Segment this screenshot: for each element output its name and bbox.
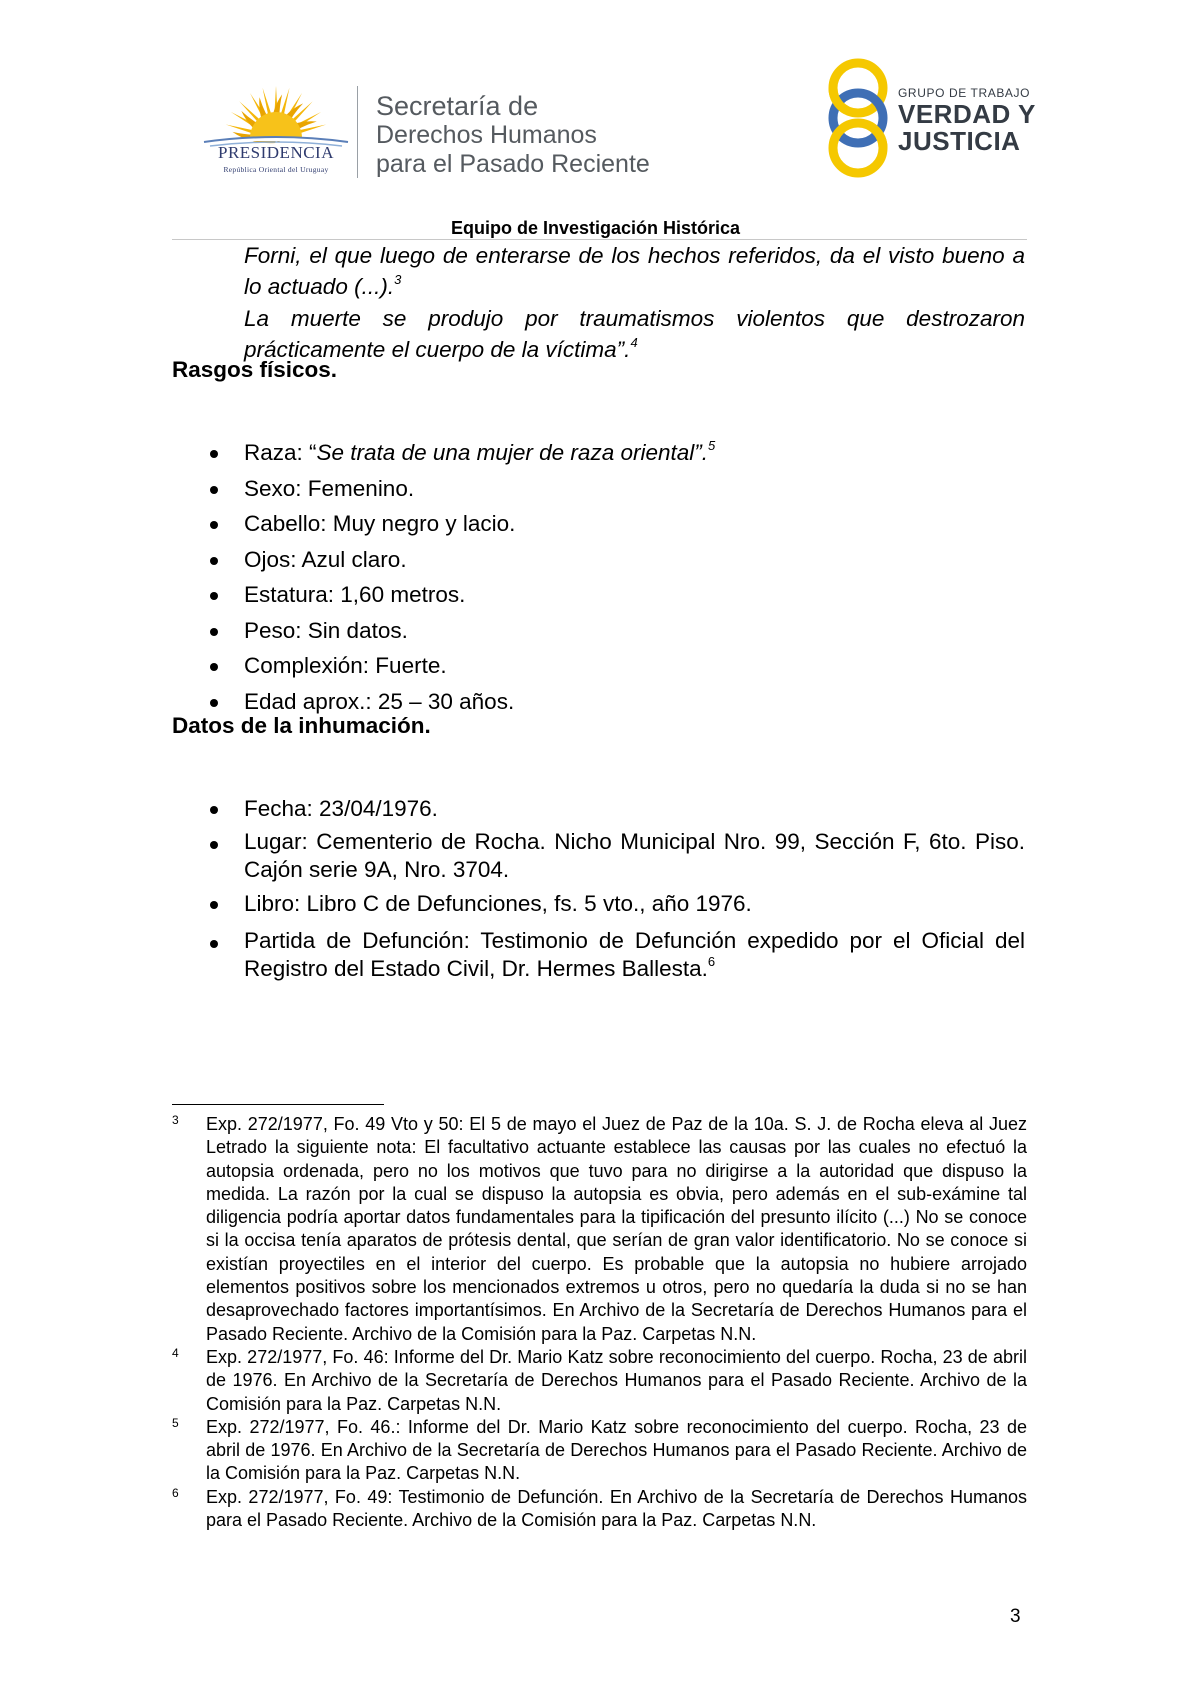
footnote-number: 6 bbox=[172, 1485, 179, 1500]
footnote-ref-5[interactable]: 5 bbox=[708, 437, 716, 453]
verdad-justicia-wordmark bbox=[898, 86, 1036, 155]
footnote-number: 5 bbox=[172, 1415, 179, 1430]
secretaria-line-3: para el Pasado Reciente bbox=[376, 150, 650, 178]
fecha-text: Fecha: 23/04/1976. bbox=[244, 796, 438, 821]
quote-paragraph-1 bbox=[244, 240, 1025, 302]
presidencia-subtitle: República Oriental del Uruguay bbox=[223, 165, 329, 174]
list-item bbox=[172, 793, 1025, 824]
page-number: 3 bbox=[1010, 1606, 1021, 1627]
footnote-text: Exp. 272/1977, Fo. 46: Informe del Dr. Mario Katz sobre reconocimiento del cuerpo. Rocha, 23 de abril de 1976. En Archivo de la Secretaría de Derechos Humanos para el Pasado Reciente. Archivo de la Comisión para la Paz. Carpetas N.N. bbox=[206, 1346, 1027, 1414]
sexo-text: Sexo: Femenino. bbox=[244, 475, 415, 501]
footnote-number: 3 bbox=[172, 1113, 179, 1127]
footnote-text: Exp. 272/1977, Fo. 49 Vto y 50: El 5 de mayo el Juez de Paz de la 10a. S. J. de Rocha eleva al Juez Letrado la siguiente nota: El facultativo actuante establece las causas por las cuales no efectuó la autopsia ordenada, pero no los motivos que tuvo para no dirigirse a la autoridad que dispuso la medida. La razón por la cual se dispuso la autopsia es obvia, pero además en el sub-exámine tal diligencia podría aportar datos fundamentales para la tipificación del presunto ilícito (...) No se conoce si la occisa tenía aparatos de prótesis dental, que serían de gran valor identificatorio. No se conoce si existían proyectiles en el interior del cuerpo. Es probable que la autopsia no hubiere arrojado elementos positivos sobre los mencionados extremos u otros, pero no quedaría la duda si no se han desaprovechado factores importantísimos. En Archivo de la Secretaría de Derechos Humanos para el Pasado Reciente. Archivo de la Comisión para la Paz. Carpetas N.N. bbox=[206, 1114, 1027, 1344]
bullet-icon bbox=[210, 663, 218, 671]
quote-paragraph-2 bbox=[244, 303, 1025, 365]
footnote-text: Exp. 272/1977, Fo. 49: Testimonio de Defunción. En Archivo de la Secretaría de Derechos Humanos para el Pasado Reciente. Archivo de la Comisión para la Paz. Carpetas N.N. bbox=[206, 1486, 1027, 1531]
peso-text: Peso: Sin datos. bbox=[244, 617, 408, 643]
raza-value: Se trata de una mujer de raza oriental”. bbox=[316, 440, 708, 465]
bullet-icon bbox=[210, 450, 218, 458]
bullet-icon bbox=[210, 521, 218, 529]
gtvj-title-line-2: JUSTICIA bbox=[898, 126, 1021, 156]
complexion-text: Complexión: Fuerte. bbox=[244, 653, 447, 678]
bullet-icon bbox=[210, 486, 218, 494]
partida-text: Partida de Defunción: Testimonio de Defunción expedido por el Oficial del Registro del Estado Civil, Dr. Hermes Ballesta. bbox=[244, 928, 1025, 981]
footnote-number: 4 bbox=[172, 1345, 179, 1360]
footnote-ref-4[interactable]: 4 bbox=[630, 334, 638, 350]
list-item bbox=[172, 544, 1025, 580]
rasgos-list bbox=[172, 437, 1025, 721]
footnote-3 bbox=[172, 1113, 1027, 1346]
bullet-icon bbox=[210, 940, 218, 948]
ojos-text: Ojos: Azul claro. bbox=[244, 546, 407, 572]
cabello-text: Cabello: Muy negro y lacio. bbox=[244, 511, 516, 536]
presidencia-wordmark bbox=[196, 143, 356, 174]
section-title-inhumacion: Datos de la inhumación. bbox=[172, 713, 431, 738]
bullet-icon bbox=[210, 592, 218, 600]
team-header: Equipo de Investigación Histórica bbox=[450, 218, 741, 238]
list-item bbox=[172, 473, 1025, 509]
secretaria-wordmark bbox=[376, 92, 650, 179]
gtvj-title-line-1: VERDAD Y bbox=[898, 99, 1036, 129]
list-item bbox=[172, 437, 1025, 473]
bullet-icon bbox=[210, 699, 218, 707]
list-item bbox=[172, 650, 1025, 686]
verdad-justicia-rings-logo bbox=[818, 54, 898, 182]
edad-text: Edad aprox.: 25 – 30 años. bbox=[244, 688, 515, 714]
list-item bbox=[172, 927, 1025, 983]
bullet-icon bbox=[210, 841, 218, 849]
list-item bbox=[172, 888, 1025, 919]
section-title-rasgos: Rasgos físicos. bbox=[172, 357, 338, 382]
footnote-ref-3[interactable]: 3 bbox=[394, 271, 402, 287]
bullet-icon bbox=[210, 557, 218, 565]
logo-divider bbox=[357, 86, 358, 178]
secretaria-line-1: Secretaría de bbox=[376, 91, 539, 121]
list-item bbox=[172, 828, 1025, 884]
secretaria-line-2: Derechos Humanos bbox=[376, 121, 597, 149]
footnote-5 bbox=[172, 1416, 1027, 1486]
footnote-4 bbox=[172, 1346, 1027, 1416]
list-item bbox=[172, 508, 1025, 544]
list-item bbox=[172, 615, 1025, 651]
lugar-text: Lugar: Cementerio de Rocha. Nicho Municipal Nro. 99, Sección F, 6to. Piso. Cajón serie 9A, Nro. 3704. bbox=[244, 829, 1025, 882]
footnote-separator bbox=[172, 1104, 384, 1105]
presidencia-title: PRESIDENCIA bbox=[217, 143, 334, 162]
libro-text: Libro: Libro C de Defunciones, fs. 5 vto., año 1976. bbox=[244, 891, 752, 916]
quote-2-text: La muerte se produjo por traumatismos violentos que destrozaron prácticamente el cuerpo de la víctima”. bbox=[244, 306, 1025, 362]
list-item bbox=[172, 579, 1025, 615]
inhumacion-list bbox=[172, 793, 1025, 983]
estatura-text: Estatura: 1,60 metros. bbox=[244, 582, 466, 607]
bullet-icon bbox=[210, 628, 218, 636]
bullet-icon bbox=[210, 901, 218, 909]
gtvj-subtitle: GRUPO DE TRABAJO bbox=[898, 86, 1031, 100]
footnote-6 bbox=[172, 1486, 1027, 1533]
footnote-text: Exp. 272/1977, Fo. 46.: Informe del Dr. Mario Katz sobre reconocimiento del cuerpo. Rocha, 23 de abril de 1976. En Archivo de la Secretaría de Derechos Humanos para el Pasado Reciente. Archivo de la Comisión para la Paz. Carpetas N.N. bbox=[206, 1416, 1027, 1484]
bullet-icon bbox=[210, 806, 218, 814]
quote-1-text: Forni, el que luego de enterarse de los hechos referidos, da el visto bueno a lo actuado (...). bbox=[244, 243, 1025, 299]
footnote-ref-6[interactable]: 6 bbox=[707, 953, 716, 969]
raza-label: Raza: “ bbox=[244, 440, 317, 465]
footnotes bbox=[172, 1113, 1027, 1532]
